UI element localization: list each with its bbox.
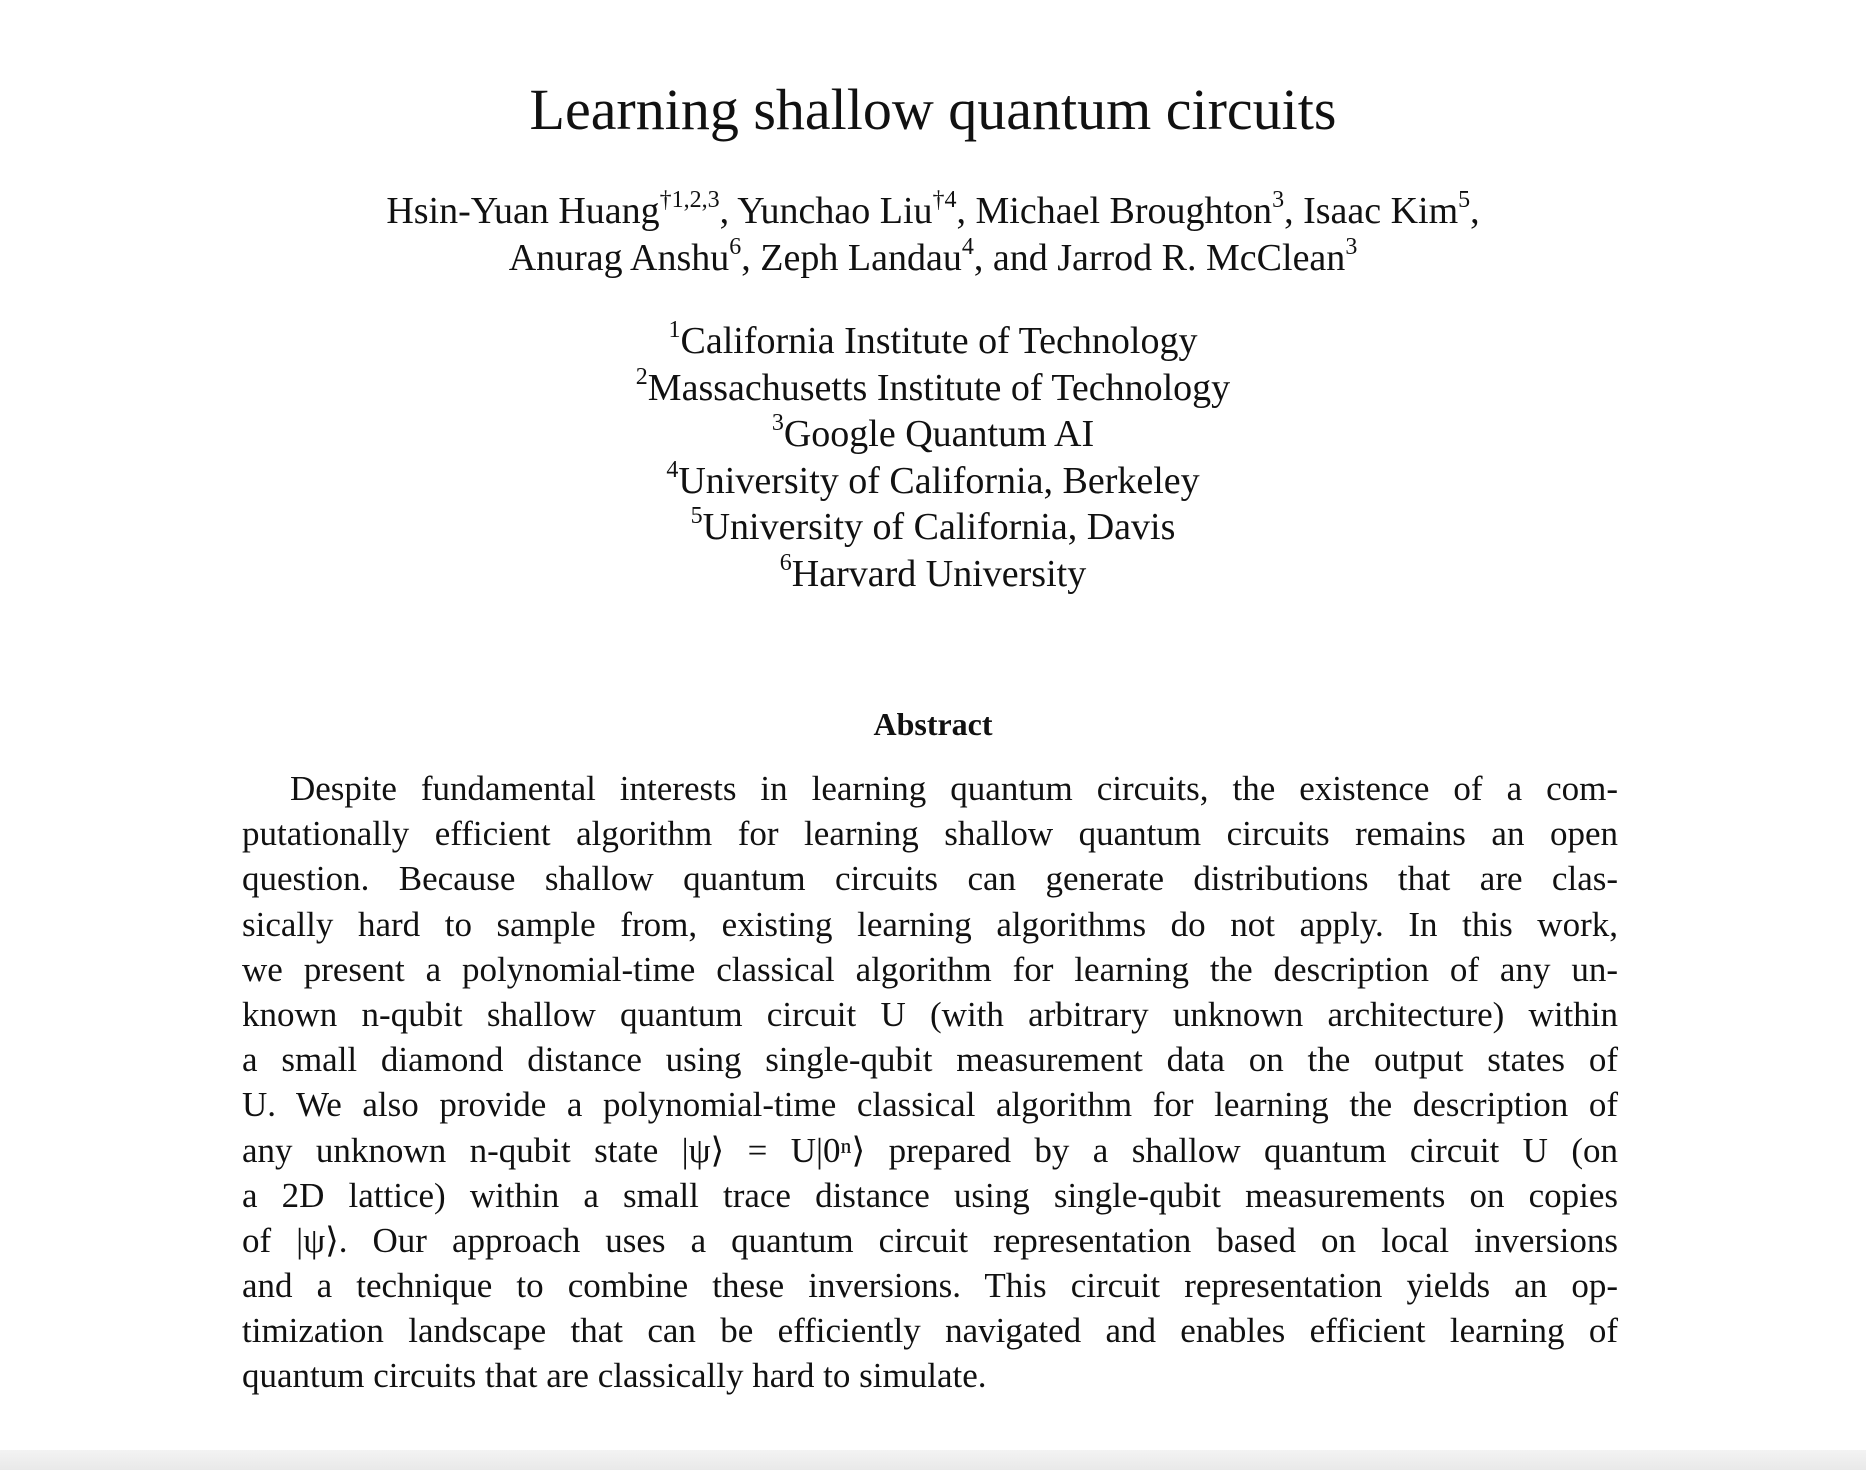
affiliation-item: $^4$University of California, Berkeley xyxy=(666,456,1200,502)
author-name: Zeph Landau xyxy=(760,237,962,279)
abstract-body xyxy=(242,766,1618,1399)
viewer-bottom-edge xyxy=(0,1450,1866,1470)
author-name: Yunchao Liu xyxy=(737,190,933,232)
author-affiliation-marker: 6 xyxy=(729,234,742,261)
author-line-2: Anurag Anshu$^6$, Zeph Landau$^4$, and Jarrod R. McClean$^3$ xyxy=(508,234,1358,279)
author-affiliation-marker: 3 xyxy=(1345,234,1358,261)
abstract-line: of |ψ⟩. Our approach uses a quantum circuit representation based on local inversions xyxy=(242,1220,1618,1260)
author-affiliation-marker: 3 xyxy=(1272,187,1285,214)
abstract-line: putationally efficient algorithm for learning shallow quantum circuits remains an open xyxy=(242,814,1618,854)
abstract-line: sically hard to sample from, existing learning algorithms do not apply. In this work, xyxy=(242,904,1618,944)
abstract-line: Despite fundamental interests in learning quantum circuits, the existence of a com- xyxy=(290,769,1618,808)
affiliation-item: $^5$University of California, Davis xyxy=(690,503,1176,548)
author-affiliation-marker: †4 xyxy=(932,187,957,214)
abstract-line: U. We also provide a polynomial-time classical algorithm for learning the description of xyxy=(242,1085,1618,1125)
author-name: Isaac Kim xyxy=(1303,190,1459,232)
abstract-line: known n-qubit shallow quantum circuit U (with arbitrary unknown architecture) within xyxy=(242,994,1618,1034)
abstract-line: a small diamond distance using single-qubit measurement data on the output states of xyxy=(242,1040,1618,1080)
author-name: Jarrod R. McClean xyxy=(1057,237,1346,279)
author-name: Michael Broughton xyxy=(975,190,1273,232)
author-list xyxy=(0,188,1866,282)
author-line-1: Hsin-Yuan Huang$^{\dagger 1,2,3}$, Yunchao Liu$^{\dagger 4}$, Michael Broughton$^3$, Isaac Kim$^5$, xyxy=(386,187,1480,232)
abstract-line: we present a polynomial-time classical algorithm for learning the description of any un- xyxy=(242,949,1618,989)
abstract-line: and a technique to combine these inversions. This circuit representation yields an op- xyxy=(242,1266,1618,1306)
abstract-line: a 2D lattice) within a small trace distance using single-qubit measurements on copies xyxy=(242,1175,1618,1215)
author-name: Hsin-Yuan Huang xyxy=(386,190,660,232)
author-affiliation-marker: †1,2,3 xyxy=(659,187,720,214)
abstract-heading: Abstract xyxy=(873,706,993,742)
abstract-line: question. Because shallow quantum circuits can generate distributions that are clas- xyxy=(242,859,1618,899)
abstract-line: any unknown n-qubit state |ψ⟩ = U|0ⁿ⟩ prepared by a shallow quantum circuit U (on xyxy=(242,1130,1618,1170)
author-affiliation-marker: 4 xyxy=(961,234,974,261)
abstract-line: timization landscape that can be efficiently navigated and enables efficient learning of xyxy=(242,1311,1618,1351)
affiliation-item: $^1$California Institute of Technology xyxy=(668,317,1198,362)
author-affiliation-marker: 5 xyxy=(1458,187,1471,214)
abstract-line: quantum circuits that are classically hard to simulate. xyxy=(242,1356,987,1396)
affiliation-item: $^2$Massachusetts Institute of Technology xyxy=(635,363,1231,409)
author-name: Anurag Anshu xyxy=(508,237,730,279)
paper-title: Learning shallow quantum circuits xyxy=(529,77,1337,142)
affiliation-item: $^6$Harvard University xyxy=(779,549,1087,595)
affiliation-list xyxy=(0,318,1866,597)
affiliation-item: $^3$Google Quantum AI xyxy=(771,410,1095,455)
